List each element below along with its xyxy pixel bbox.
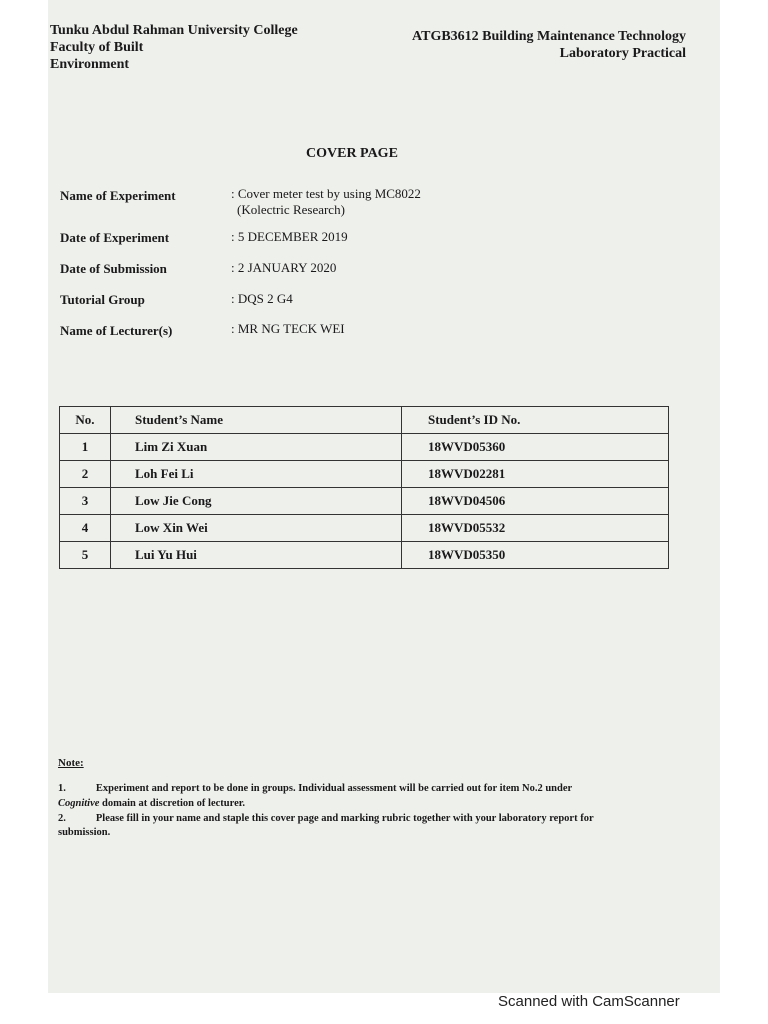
table-cell: Low Jie Cong — [111, 488, 402, 515]
note-item-1: 1. Experiment and report to be done in groups. Individual assessment will be carried out for item No.2 under — [58, 783, 573, 794]
table-cell: 18WVD05360 — [402, 434, 669, 461]
note-item-1-cont: Cognitive domain at discretion of lecturer. — [58, 798, 246, 809]
table-row — [60, 434, 669, 461]
table-cell: 18WVD02281 — [402, 461, 669, 488]
table-cell: 3 — [60, 488, 111, 515]
student-table — [59, 406, 669, 569]
detail-label: Date of Submission — [60, 261, 167, 276]
table-cell: 18WVD04506 — [402, 488, 669, 515]
column-header: No. — [60, 407, 111, 434]
detail-label: Name of Experiment — [60, 188, 176, 203]
detail-value: : 5 DECEMBER 2019 — [231, 229, 348, 244]
table-row — [60, 488, 669, 515]
table-row — [60, 542, 669, 569]
table-row — [60, 515, 669, 542]
detail-value: : Cover meter test by using MC8022 (Kolectric Research) — [231, 186, 421, 217]
scanner-watermark: Scanned with CamScanner — [498, 993, 680, 1010]
table-cell: Lim Zi Xuan — [111, 434, 402, 461]
detail-label: Name of Lecturer(s) — [60, 323, 173, 338]
course-title: ATGB3612 Building Maintenance Technology Laboratory Practical — [412, 29, 686, 61]
table-cell: 5 — [60, 542, 111, 569]
detail-value: : MR NG TECK WEI — [231, 321, 345, 336]
table-cell: Loh Fei Li — [111, 461, 402, 488]
detail-label: Date of Experiment — [60, 230, 170, 245]
table-cell: 2 — [60, 461, 111, 488]
table-cell: Low Xin Wei — [111, 515, 402, 542]
column-header: Student’s Name — [111, 407, 402, 434]
table-row — [60, 461, 669, 488]
page-title: COVER PAGE — [306, 146, 398, 161]
table-cell: 4 — [60, 515, 111, 542]
table-cell: 1 — [60, 434, 111, 461]
detail-value: : 2 JANUARY 2020 — [231, 260, 337, 275]
note-item-2: 2. Please fill in your name and staple this cover page and marking rubric together with your laboratory report for — [58, 813, 594, 824]
detail-label: Tutorial Group — [60, 292, 145, 307]
institution-name: Tunku Abdul Rahman University College Faculty of Built Environment — [50, 23, 298, 72]
column-header: Student’s ID No. — [402, 407, 669, 434]
table-header-row — [60, 407, 669, 434]
table-cell: 18WVD05350 — [402, 542, 669, 569]
note-item-2-cont: submission. — [58, 827, 111, 838]
table-cell: Lui Yu Hui — [111, 542, 402, 569]
table-cell: 18WVD05532 — [402, 515, 669, 542]
detail-value: : DQS 2 G4 — [231, 291, 293, 306]
note-heading: Note: — [58, 757, 84, 769]
